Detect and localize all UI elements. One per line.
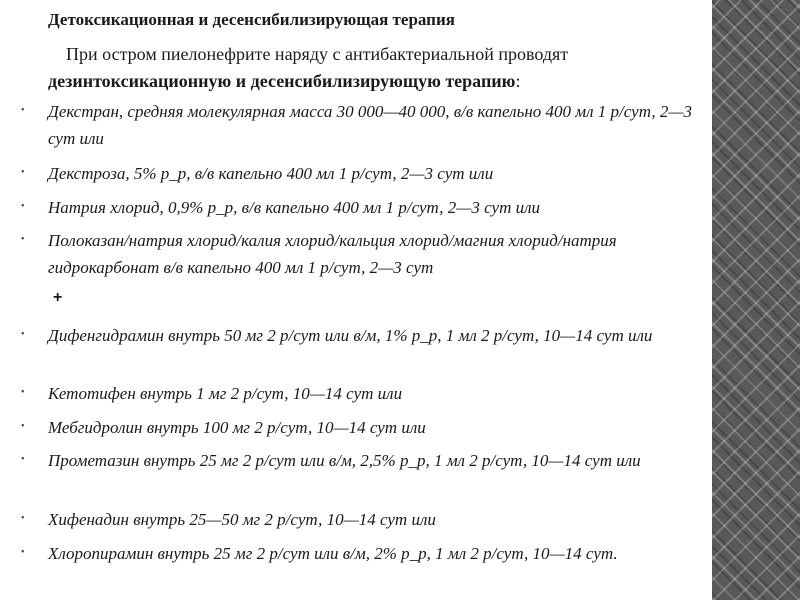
slide-title: Детоксикационная и десенсибилизирующая терапия xyxy=(48,10,455,29)
intro-text: При остром пиелонефрите наряду с антибактериальной проводят xyxy=(66,44,569,64)
intro-paragraph xyxy=(48,41,698,95)
plus-sign: + xyxy=(53,289,63,306)
list-item-dextran xyxy=(21,98,704,152)
bullet-icon: • xyxy=(21,105,25,116)
list-item-text: Прометазин внутрь 25 мг 2 р/сут или в/м, 2,5% р_р, 1 мл 2 р/сут, 10—14 сут или xyxy=(48,451,641,470)
bullet-icon: • xyxy=(21,421,25,432)
list-item-sodium-chloride xyxy=(21,194,704,221)
bullet-icon: • xyxy=(21,513,25,524)
list-item-povidone-solution xyxy=(21,227,704,281)
list-item-mebhydrolin xyxy=(21,414,704,441)
list-item-promethazine xyxy=(21,447,704,474)
list-item-text: Декстран, средняя молекулярная масса 30 000—40 000, в/в капельно 400 мл 1 р/сут, 2—3 сут или xyxy=(48,102,693,148)
list-item-text: Декстроза, 5% р_р, в/в капельно 400 мл 1 р/сут, 2—3 сут или xyxy=(48,164,494,183)
list-item-quifenadine xyxy=(21,506,704,533)
list-item-diphenhydramine xyxy=(21,322,704,349)
list-item-text: Хлоропирамин внутрь 25 мг 2 р/сут или в/м, 2% р_р, 1 мл 2 р/сут, 10—14 сут. xyxy=(48,544,618,563)
list-item-ketotifen xyxy=(21,380,704,407)
bullet-icon: • xyxy=(21,167,25,178)
list-item-text: Натрия хлорид, 0,9% р_р, в/в капельно 400 мл 1 р/сут, 2—3 сут или xyxy=(48,198,541,217)
list-item-dextrose xyxy=(21,160,704,187)
intro-bold-text: дезинтоксикационную и десенсибилизирующую терапию xyxy=(48,71,516,91)
bullet-icon: • xyxy=(21,547,25,558)
intro-colon: : xyxy=(515,71,521,91)
list-item-text: Мебгидролин внутрь 100 мг 2 р/сут, 10—14 сут или xyxy=(48,418,426,437)
list-item-text: Кетотифен внутрь 1 мг 2 р/сут, 10—14 сут или xyxy=(48,384,403,403)
bullet-icon: • xyxy=(21,387,25,398)
bullet-icon: • xyxy=(21,234,25,245)
bullet-icon: • xyxy=(21,329,25,340)
bullet-icon: • xyxy=(21,201,25,212)
decorative-pattern-sidebar xyxy=(712,0,800,600)
list-item-text: Дифенгидрамин внутрь 50 мг 2 р/сут или в/м, 1% р_р, 1 мл 2 р/сут, 10—14 сут или xyxy=(48,326,653,345)
list-item-text: Хифенадин внутрь 25—50 мг 2 р/сут, 10—14 сут или xyxy=(48,510,436,529)
list-item-chloropyramine xyxy=(21,540,704,567)
list-item-text: Полоказан/натрия хлорид/калия хлорид/кальция хлорид/магния хлорид/натрия гидрокарбонат в/в капельно 400 мл 1 р/сут, 2—3 сут xyxy=(48,231,617,277)
bullet-icon: • xyxy=(21,454,25,465)
